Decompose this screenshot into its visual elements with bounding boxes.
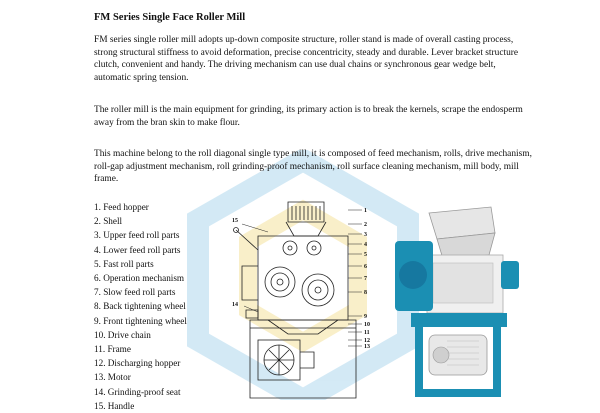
parts-list-item: 13. Motor: [94, 372, 131, 383]
parts-list-item: 15. Handle: [94, 400, 135, 411]
parts-list-item: 9. Front tightening wheel: [94, 315, 187, 326]
parts-list-item: 6. Operation mechanism: [94, 273, 185, 284]
roller-mill-photo: [385, 205, 535, 405]
callout-5: 5: [364, 252, 367, 258]
purpose-paragraph: The roller mill is the main equipment for grinding, its primary action is to break the kernels, scrape the endosperm away from the bran skin to make flour.: [94, 105, 523, 128]
callout-6: 6: [364, 264, 367, 270]
callout-15: 15: [232, 218, 238, 224]
parts-list-item: 4. Lower feed roll parts: [94, 244, 181, 255]
parts-list: [94, 200, 187, 413]
callout-14: 14: [232, 302, 238, 308]
callout-13: 13: [364, 344, 370, 350]
parts-list-item: 7. Slow feed roll parts: [94, 287, 176, 298]
parts-list-item: 2. Shell: [94, 216, 123, 227]
callout-10: 10: [364, 322, 370, 328]
intro-paragraph: FM series single roller mill adopts up-down composite structure, roller stand is made of overall casting process, strong structural stiffness to avoid deformation, precise concentricity, steady and durable. Lever bracket structure clutch, convenient and handy. The driving mechanism can use dual chains or synchronous gear wedge belt, automatic spring tension.: [94, 35, 519, 83]
callout-9: 9: [364, 314, 367, 320]
callout-11: 11: [364, 330, 370, 336]
callout-8: 8: [364, 290, 367, 296]
parts-list-item: 1. Feed hopper: [94, 202, 149, 212]
roller-mill-diagram: [228, 200, 378, 400]
parts-list-item: 5. Fast roll parts: [94, 258, 154, 269]
parts-list-item: 3. Upper feed roll parts: [94, 230, 180, 241]
parts-list-item: 11. Frame: [94, 344, 131, 355]
parts-list-item: 10. Drive chain: [94, 329, 151, 340]
callout-3: 3: [364, 232, 367, 238]
parts-list-item: 14. Grinding-proof seat: [94, 386, 181, 397]
callout-4: 4: [364, 242, 367, 248]
composition-paragraph: This machine belong to the roll diagonal single type mill, it is composed of feed mechanism, rolls, drive mechanism, roll-gap adjustment mechanism, roll grinding-proof mechanism, roll surface cleaning mechanism, mill body, mill frame.: [94, 149, 532, 185]
parts-list-item: 12. Discharging hopper: [94, 358, 181, 369]
callout-7: 7: [364, 276, 367, 282]
callout-2: 2: [364, 222, 367, 228]
callout-1: 1: [364, 208, 367, 214]
callout-12: 12: [364, 338, 370, 344]
parts-list-item: 8. Back tightening wheel: [94, 301, 186, 312]
page-title: FM Series Single Face Roller Mill: [94, 12, 246, 23]
